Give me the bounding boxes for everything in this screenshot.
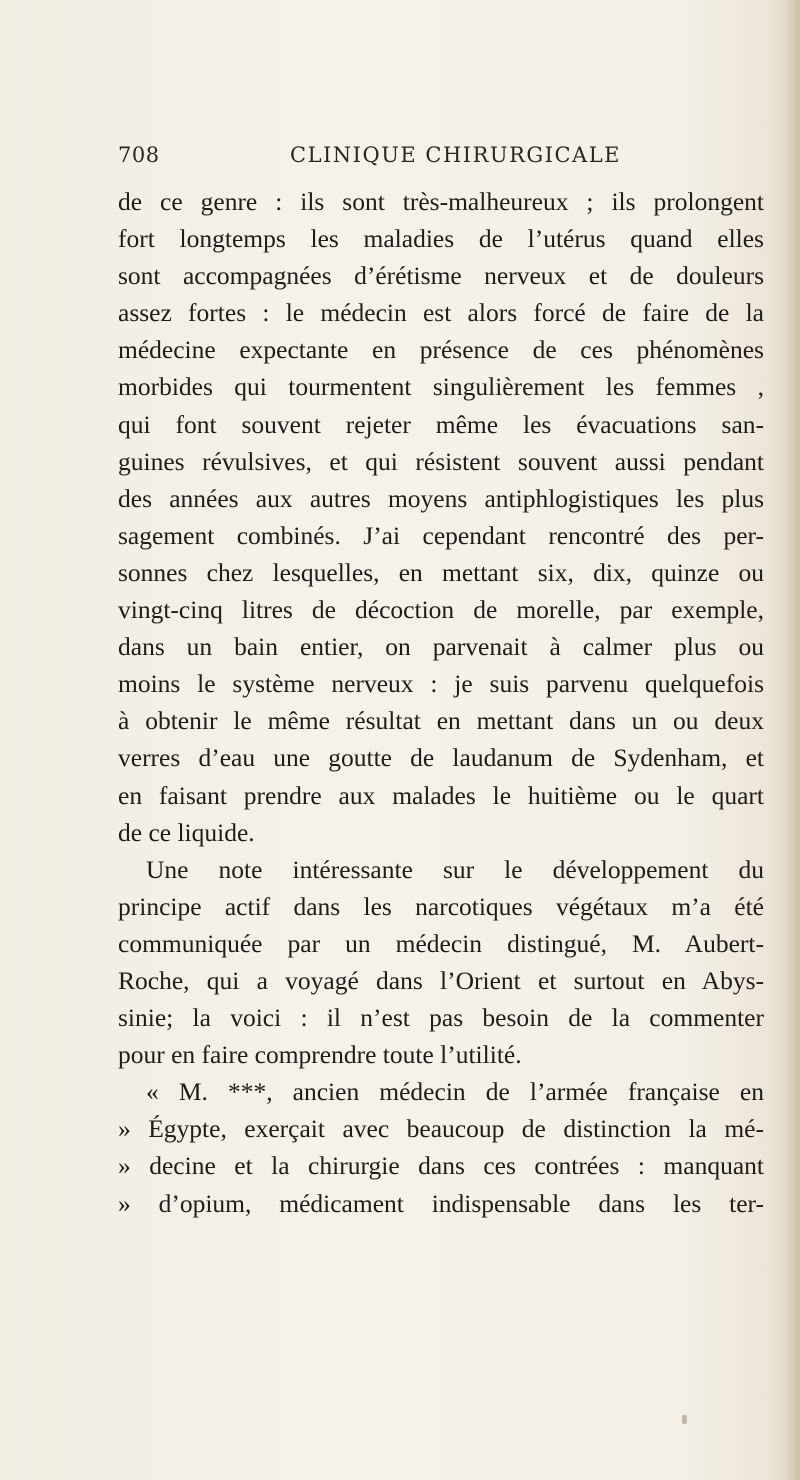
text-line: à obtenir le même résultat en mettant dans un ou deux — [118, 706, 764, 736]
text-line: fort longtemps les maladies de l’utérus quand elles — [118, 224, 764, 254]
body-text — [118, 183, 764, 1222]
text-line: des années aux autres moyens antiphlogistiques les plus — [118, 483, 764, 513]
text-line: principe actif dans les narcotiques végétaux m’a été — [118, 891, 764, 921]
text-line: communiquée par un médecin distingué, M. Aubert- — [118, 928, 764, 958]
text-line: sinie; la voici : il n’est pas besoin de la commenter — [118, 1003, 764, 1033]
text-line: Roche, qui a voyagé dans l’Orient et surtout en Abys- — [118, 965, 764, 995]
text-line: de ce genre : ils sont très-malheureux ; ils prolongent — [118, 187, 764, 216]
ink-speck — [682, 1415, 687, 1424]
text-line: » d’opium, médicament indispensable dans les ter- — [118, 1188, 764, 1218]
text-line: vingt-cinq litres de décoction de morelle, par exemple, — [118, 595, 764, 625]
text-line: sagement combinés. J’ai cependant rencontré des per- — [118, 520, 764, 550]
running-title: CLINIQUE CHIRURGICALE — [290, 143, 621, 167]
page-number: 708 — [118, 143, 160, 167]
text-line: morbides qui tourmentent singulièrement les femmes , — [118, 372, 764, 402]
text-line: pour en faire comprendre toute l’utilité. — [118, 1040, 522, 1070]
page-header — [118, 143, 764, 179]
text-line: qui font souvent rejeter même les évacuations san- — [118, 409, 764, 439]
text-line: guines révulsives, et qui résistent souvent aussi pendant — [118, 446, 764, 476]
text-line: Une note intéressante sur le développement du — [146, 854, 764, 884]
text-line: moins le système nerveux : je suis parvenu quelquefois — [118, 669, 764, 699]
text-line: verres d’eau une goutte de laudanum de Sydenham, et — [118, 743, 764, 773]
text-line: de ce liquide. — [118, 817, 255, 847]
text-line: « M. ***, ancien médecin de l’armée française en — [146, 1077, 764, 1107]
text-line: assez fortes : le médecin est alors forcé de faire de la — [118, 298, 764, 328]
text-line: » decine et la chirurgie dans ces contrées : manquant — [118, 1151, 764, 1181]
text-line: » Égypte, exerçait avec beaucoup de distinction la mé- — [118, 1114, 764, 1144]
text-line: sont accompagnées d’érétisme nerveux et de douleurs — [118, 261, 764, 291]
text-line: en faisant prendre aux malades le huitième ou le quart — [118, 780, 764, 810]
text-line: dans un bain entier, on parvenait à calmer plus ou — [118, 632, 764, 662]
text-line: médecine expectante en présence de ces phénomènes — [118, 335, 764, 365]
text-line: sonnes chez lesquelles, en mettant six, dix, quinze ou — [118, 557, 764, 587]
page-edge-shadow — [786, 0, 800, 1480]
